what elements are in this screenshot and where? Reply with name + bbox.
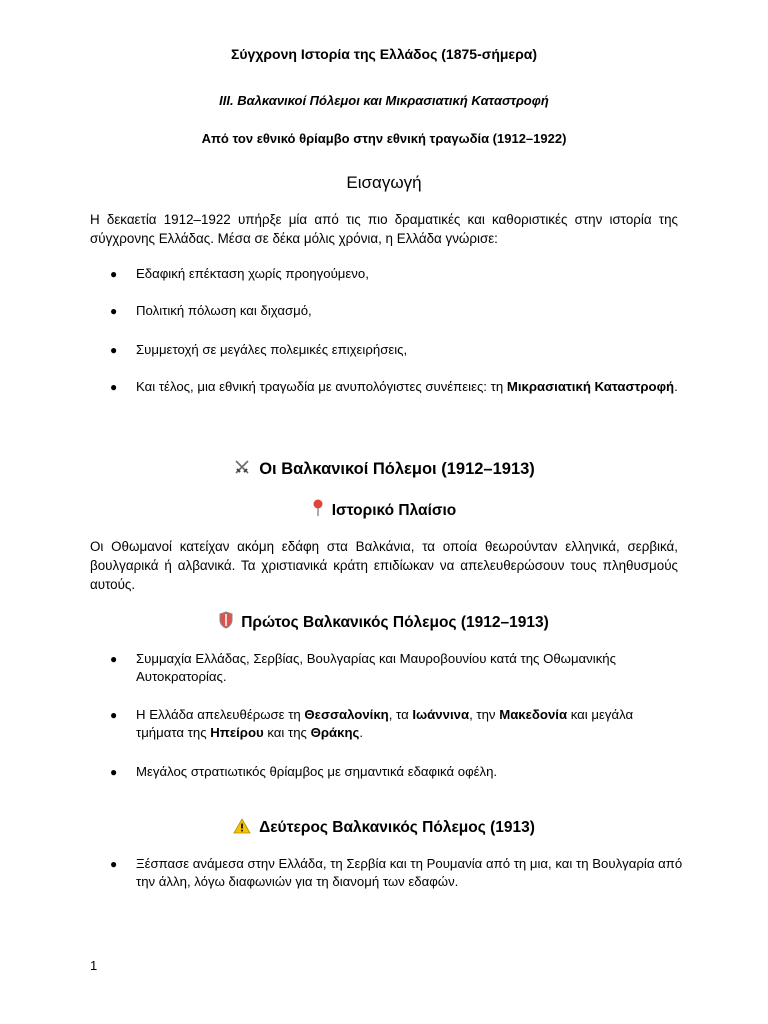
list-item xyxy=(110,650,684,686)
crossed-swords-icon xyxy=(233,458,251,481)
list-item-text: Και τέλος, μια εθνική τραγωδία με ανυπολόγιστες συνέπειες: τη Μικρασιατική Καταστροφή. xyxy=(136,379,678,394)
page-number: 1 xyxy=(90,958,98,973)
intro-paragraph: Η δεκαετία 1912–1922 υπήρξε μία από τις πιο δραματικές και καθοριστικές στην ιστορία της σύγχρονης Ελλάδας. Μέσα σε δέκα μόλις χρόνια, η Ελλάδα γνώρισε: xyxy=(90,212,678,246)
bullet-icon: ● xyxy=(110,380,118,394)
list-item xyxy=(110,706,684,742)
list-item-text: Συμμαχία Ελλάδας, Σερβίας, Βουλγαρίας και Μαυροβουνίου κατά της Οθωμανικής Αυτοκρατορίας. xyxy=(136,651,616,684)
bullet-icon: ● xyxy=(110,708,118,722)
intro-heading: Εισαγωγή xyxy=(346,173,422,192)
list-item-text: Μεγάλος στρατιωτικός θρίαμβος με σημαντικά εδαφικά οφέλη. xyxy=(136,764,498,779)
list-item-text: Συμμετοχή σε μεγάλες πολεμικές επιχειρήσεις, xyxy=(136,342,408,357)
warning-icon xyxy=(233,818,251,839)
subsection-heading-text: Δεύτερος Βαλκανικός Πόλεμος (1913) xyxy=(259,819,535,836)
document-subtitle: Από τον εθνικό θρίαμβο στην εθνική τραγωδία (1912–1922) xyxy=(201,131,567,146)
bullet-icon: ● xyxy=(110,304,118,318)
bullet-icon: ● xyxy=(110,765,118,779)
round-pushpin-icon xyxy=(312,499,324,522)
bullet-icon: ● xyxy=(110,652,118,666)
list-item xyxy=(110,378,684,396)
list-item xyxy=(110,302,684,320)
list-item-text: Πολιτική πόλωση και διχασμό, xyxy=(136,303,312,318)
list-item xyxy=(110,763,684,781)
bullet-icon: ● xyxy=(110,343,118,357)
list-item-text: Ξέσπασε ανάμεσα στην Ελλάδα, τη Σερβία και τη Ρουμανία από τη μια, και τη Βουλγαρία από την άλλη, λόγω διαφωνιών για τη διανομή των εδαφών. xyxy=(136,856,683,889)
bullet-icon: ● xyxy=(110,857,118,871)
subsection-heading-context xyxy=(0,499,768,522)
context-paragraph: Οι Οθωμανοί κατείχαν ακόμη εδάφη στα Βαλκάνια, τα οποία θεωρούνταν ελληνικά, σερβικά, βουλγαρικά ή αλβανικά. Τα χριστιανικά κράτη επιδίωκαν να απελευθερώσουν τους πληθυσμούς αυτούς. xyxy=(90,539,678,592)
list-item-text: Η Ελλάδα απελευθέρωσε τη Θεσσαλονίκη, τα Ιωάννινα, την Μακεδονία και μεγάλα τμήματα της Ηπείρου και της Θράκης. xyxy=(136,707,634,740)
section-heading-balkan-wars xyxy=(0,458,768,481)
list-item xyxy=(110,855,684,891)
subsection-heading-text: Ιστορικό Πλαίσιο xyxy=(331,502,457,519)
section-heading-text: Οι Βαλκανικοί Πόλεμοι (1912–1913) xyxy=(259,460,535,478)
bullet-icon: ● xyxy=(110,267,118,281)
shield-icon xyxy=(219,611,233,634)
document-title: Σύγχρονη Ιστορία της Ελλάδος (1875-σήμερα) xyxy=(230,46,538,62)
list-item xyxy=(110,341,684,359)
subsection-heading-first-war xyxy=(0,611,768,634)
list-item xyxy=(110,265,684,283)
emphasis-text: Μικρασιατική Καταστροφή xyxy=(506,379,675,394)
part-title: III. Βαλκανικοί Πόλεμοι και Μικρασιατική Καταστροφή xyxy=(219,93,549,108)
subsection-heading-text: Πρώτος Βαλκανικός Πόλεμος (1912–1913) xyxy=(241,614,549,631)
list-item-text: Εδαφική επέκταση χωρίς προηγούμενο, xyxy=(136,266,369,281)
subsection-heading-second-war xyxy=(0,818,768,839)
